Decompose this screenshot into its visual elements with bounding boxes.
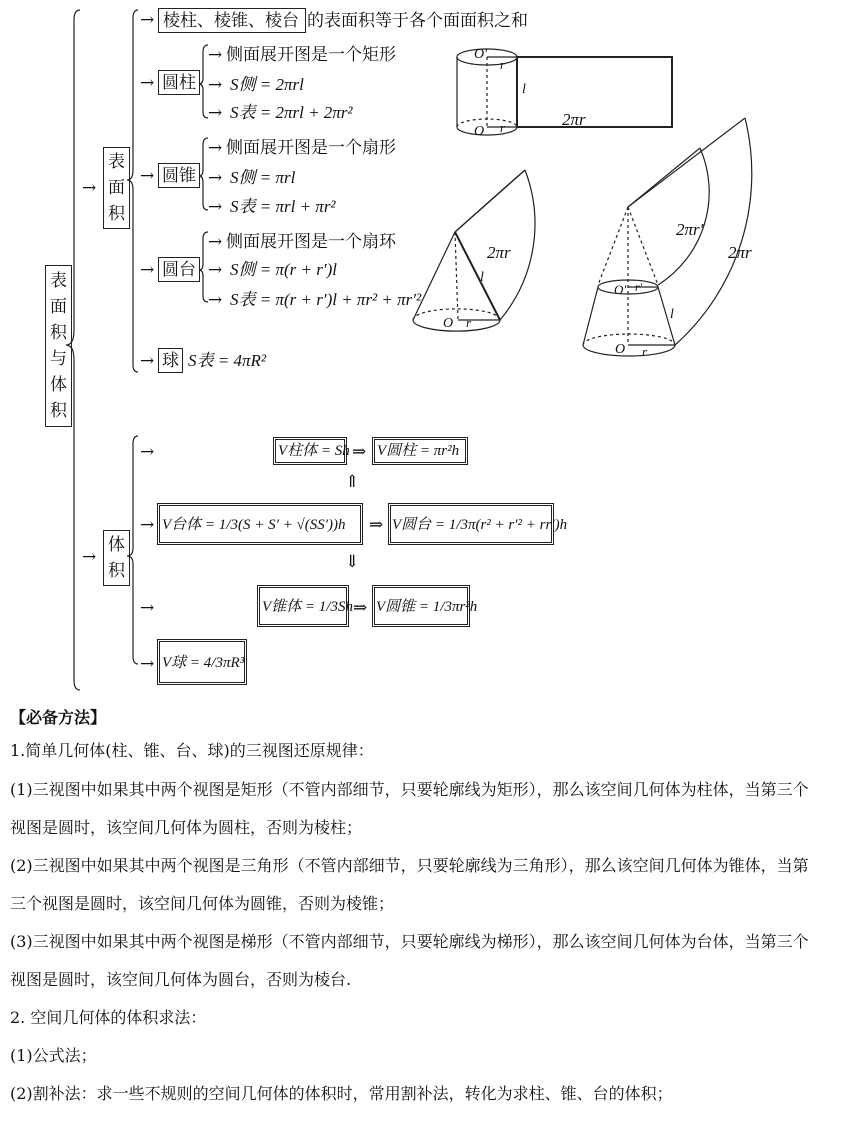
- cone-o-label: O: [443, 316, 454, 331]
- frustum-rp-label: r′: [635, 280, 643, 294]
- paragraph: 视图是圆时，该空间几何体为圆柱，否则为棱柱；: [10, 818, 363, 837]
- sphere-volume: V球 = 4/3πR³: [162, 655, 245, 671]
- frustum-item: 侧面展开图是一个扇环: [226, 232, 396, 252]
- cyl-l-label: l: [522, 82, 526, 97]
- arrow: →: [140, 166, 155, 186]
- arrow: →: [140, 654, 155, 674]
- cone-item: S表 = πrl + πr²: [230, 197, 336, 216]
- cyl-top-label: O′: [474, 47, 488, 62]
- frustum-2pirp-label: 2πr′: [676, 220, 704, 239]
- paragraph: (1)三视图中如果其中两个视图是矩形（不管内部细节，只要轮廓线为矩形），那么该空间几何体为柱体，当第三个: [10, 780, 809, 799]
- cone-item: S侧 = πrl: [230, 168, 296, 187]
- frustum-round-volume: V圆台 = 1/3π(r² + r′² + rr′)h: [392, 517, 568, 533]
- root-char: 积: [50, 401, 67, 421]
- root-char: 表: [50, 271, 67, 291]
- surface-char: 面: [108, 178, 125, 198]
- down-arrow: ⇓: [345, 552, 360, 572]
- root-char: 积: [50, 323, 67, 343]
- cone-label: 圆锥: [162, 166, 196, 186]
- prism-volume: V柱体 = Sh: [278, 443, 350, 459]
- paragraph: (2)割补法：求一些不规则的空间几何体的体积时，常用割补法，转化为求柱、锥、台的体积；: [10, 1084, 673, 1103]
- implies: ⇒: [369, 515, 384, 535]
- frustum-l-label: l: [670, 307, 674, 322]
- cylinder-item: 侧面展开图是一个矩形: [226, 45, 396, 65]
- arrow: →: [208, 168, 223, 188]
- root-label-box: [45, 265, 72, 427]
- frustum-label: 圆台: [162, 260, 196, 280]
- frustum-volume: V台体 = 1/3(S + S′ + √(SS′))h: [162, 517, 346, 533]
- arrow: →: [82, 547, 97, 567]
- arrow: →: [140, 515, 155, 535]
- frustum-top-label: O′: [614, 282, 627, 297]
- arrow: →: [208, 103, 223, 123]
- arrow: →: [208, 290, 223, 310]
- arrow: →: [140, 73, 155, 93]
- cone-volume: V锥体 = 1/3Sh: [262, 599, 353, 615]
- surface-char: 积: [108, 204, 125, 224]
- arrow: →: [208, 232, 223, 252]
- cylinder-volume: V圆柱 = πr²h: [377, 443, 460, 459]
- arrow: →: [82, 178, 97, 198]
- cyl-r-label: r: [500, 120, 506, 135]
- arrow: →: [208, 45, 223, 65]
- cyl-r-label: r: [500, 57, 506, 72]
- prism-label: 棱柱、棱锥、棱台: [163, 11, 299, 31]
- cylinder-label: 圆柱: [162, 73, 196, 93]
- up-arrow: ⇑: [345, 472, 360, 492]
- frustum-item: S侧 = π(r + r′)l: [230, 260, 337, 279]
- sphere-label: 球: [162, 351, 179, 371]
- root-char: 面: [50, 297, 67, 317]
- arrow: →: [140, 351, 155, 371]
- paragraph: 视图是圆时，该空间几何体为圆台，否则为棱台.: [10, 970, 352, 989]
- cone-l-label: l: [480, 270, 484, 285]
- volume-char: 体: [108, 535, 125, 555]
- sphere-formula: S表 = 4πR²: [188, 351, 266, 370]
- frustum-2pir-label: 2πr: [728, 243, 752, 262]
- paragraph: 三个视图是圆时，该空间几何体为圆锥，否则为棱锥；: [10, 894, 395, 913]
- cone-item: 侧面展开图是一个扇形: [226, 138, 396, 158]
- cylinder-item: S表 = 2πrl + 2πr²: [230, 103, 353, 122]
- section-heading: 【必备方法】: [10, 708, 107, 727]
- arrow: →: [208, 260, 223, 280]
- surface-label-box: [103, 147, 130, 229]
- root-char: 体: [50, 375, 67, 395]
- arrow: →: [208, 197, 223, 217]
- arrow: →: [140, 10, 155, 30]
- paragraph: 1.简单几何体(柱、锥、台、球)的三视图还原规律：: [10, 741, 374, 760]
- arrow: →: [140, 598, 155, 618]
- frustum-r-label: r: [642, 344, 648, 359]
- arrow: →: [140, 260, 155, 280]
- paragraph: (1)公式法；: [10, 1046, 97, 1065]
- arrow: →: [208, 138, 223, 158]
- frustum-item: S表 = π(r + r′)l + πr² + πr′²: [230, 290, 422, 309]
- arrow: →: [208, 75, 223, 95]
- cone-round-volume: V圆锥 = 1/3πr²h: [376, 599, 478, 615]
- arrow: →: [140, 442, 155, 462]
- cyl-bottom-label: O: [474, 124, 485, 139]
- implies: ⇒: [352, 442, 367, 462]
- implies: ⇒: [353, 598, 368, 618]
- frustum-o-label: O: [615, 342, 626, 357]
- root-char: 与: [50, 349, 67, 369]
- cone-2pir-label: 2πr: [487, 243, 511, 262]
- surface-char: 表: [108, 152, 125, 172]
- cone-r-label: r: [466, 315, 472, 330]
- prism-rest: 的表面积等于各个面面积之和: [307, 11, 528, 31]
- volume-char: 积: [108, 561, 125, 581]
- volume-label-box: [103, 530, 130, 586]
- cylinder-item: S侧 = 2πrl: [230, 75, 304, 94]
- paragraph: (2)三视图中如果其中两个视图是三角形（不管内部细节，只要轮廓线为三角形），那么该空间几何体为锥体，当第: [10, 856, 809, 875]
- paragraph: 2. 空间几何体的体积求法：: [10, 1008, 207, 1027]
- paragraph: (3)三视图中如果其中两个视图是梯形（不管内部细节，只要轮廓线为梯形），那么该空间几何体为台体，当第三个: [10, 932, 809, 951]
- cyl-2pir-label: 2πr: [562, 110, 586, 129]
